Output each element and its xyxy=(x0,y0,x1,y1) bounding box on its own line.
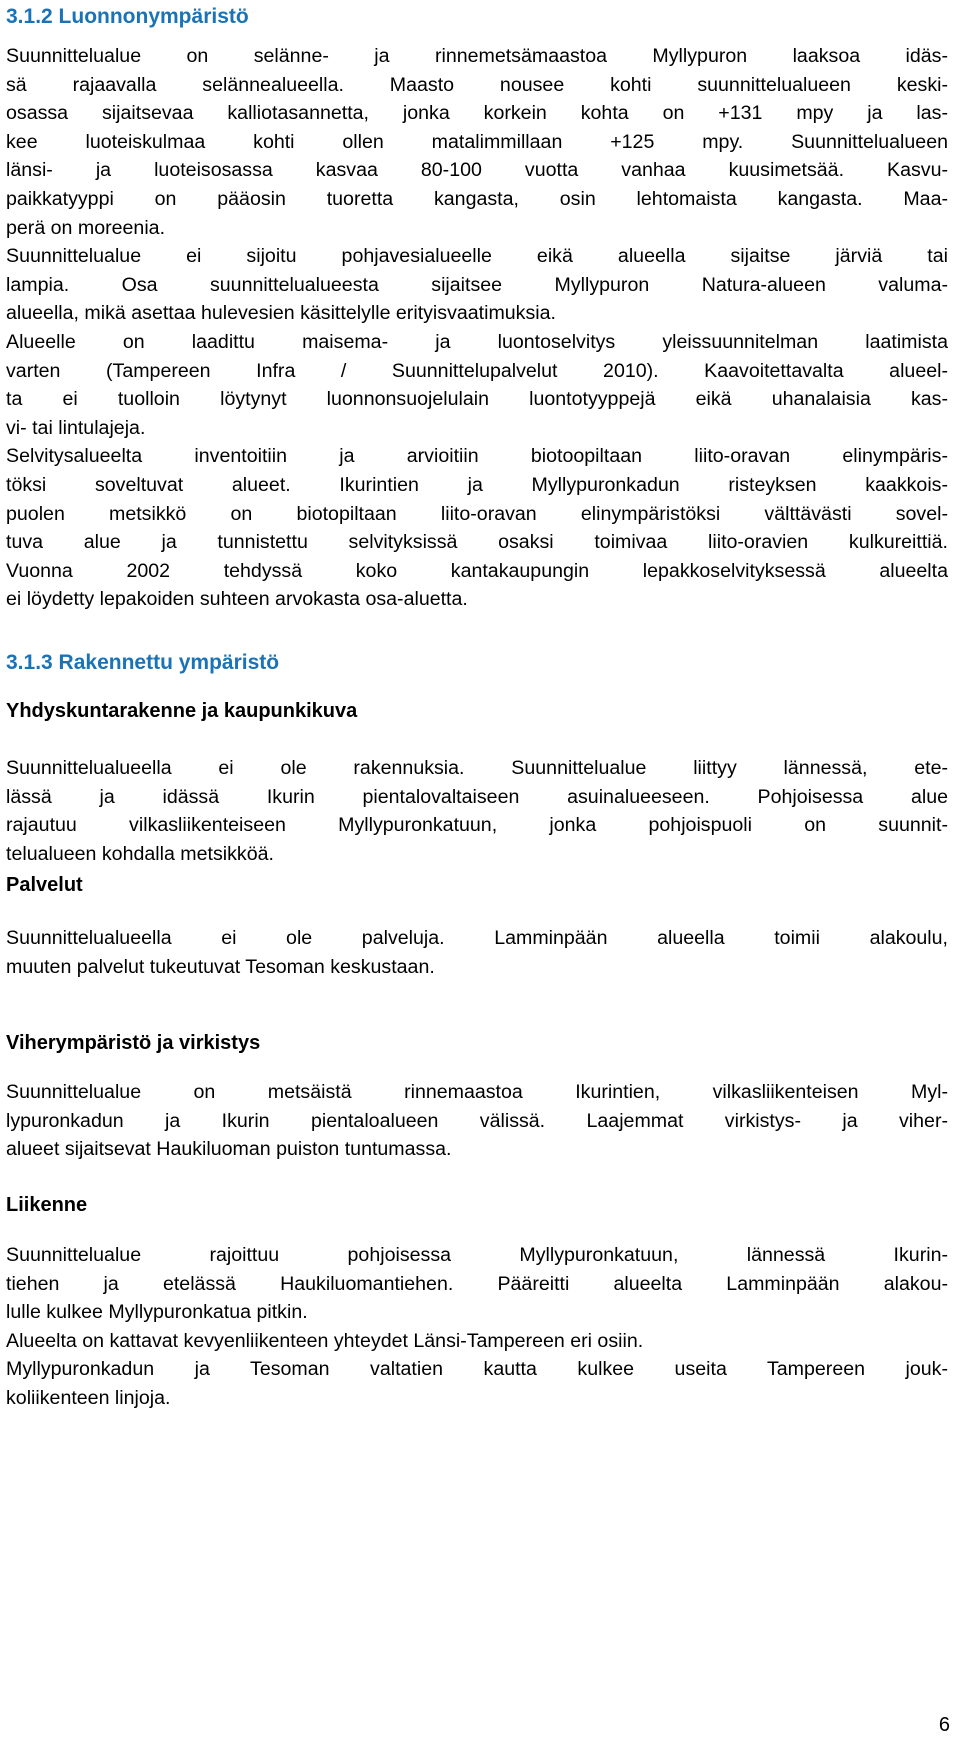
text-line: kee luoteiskulmaa kohti ollen matalimmillaan +125 mpy. Suunnittelualueen xyxy=(6,130,948,153)
text-line: alueella, mikä asettaa hulevesien käsittelylle erityisvaatimuksia. xyxy=(6,302,556,325)
text-line: alueet sijaitsevat Haukiluoman puiston tuntumassa. xyxy=(6,1138,452,1161)
text-line: ta ei tuolloin löytynyt luonnonsuojelulain luontotyyppejä eikä uhanalaisia kas- xyxy=(6,388,948,411)
text-line: Suunnittelualue rajoittuu pohjoisessa Myllypuronkatuun, lännessä Ikurin- xyxy=(6,1244,948,1266)
text-line: Suunnittelualueella ei ole palveluja. Lamminpään alueella toimii alakoulu, xyxy=(6,927,948,949)
text-line: sä rajaavalla selännealueella. Maasto nousee kohti suunnittelualueen keski- xyxy=(6,73,948,96)
text-line: lampia. Osa suunnittelualueesta sijaitsee Myllypuron Natura-alueen valuma- xyxy=(6,273,948,296)
text-line: Alueelta on kattavat kevyenliikenteen yhteydet Länsi-Tampereen eri osiin. xyxy=(6,1329,644,1352)
body-palvelut xyxy=(6,924,948,981)
text-line: muuten palvelut tukeutuvat Tesoman keskustaan. xyxy=(6,955,435,978)
text-line: Alueelle on laadittu maisema- ja luontoselvitys yleissuunnitelman laatimista xyxy=(6,330,948,353)
text-line: varten (Tampereen Infra / Suunnittelupalvelut 2010). Kaavoitettavalta alueel- xyxy=(6,359,948,382)
text-line: perä on moreenia. xyxy=(6,216,166,239)
text-line: Vuonna 2002 tehdyssä koko kantakaupungin lepakkoselvityksessä alueelta xyxy=(6,559,948,582)
text-line: ei löydetty lepakoiden suhteen arvokasta osa-aluetta. xyxy=(6,588,468,611)
section-heading-luonnonymparisto: 3.1.2 Luonnonympäristö xyxy=(6,5,249,28)
subheading-liikenne: Liikenne xyxy=(6,1194,88,1216)
body-liikenne xyxy=(6,1241,948,1413)
section-body-luonnonymparisto xyxy=(6,42,948,614)
body-yhdyskuntarakenne xyxy=(6,754,948,868)
body-viherymparisto xyxy=(6,1078,948,1164)
text-line: Suunnittelualue ei sijoitu pohjavesialueelle eikä alueella sijaitse järviä tai xyxy=(6,245,948,268)
text-line: Myllypuronkadun ja Tesoman valtatien kautta kulkee useita Tampereen jouk- xyxy=(6,1358,948,1381)
subheading-viherymparisto: Viherympäristö ja virkistys xyxy=(6,1032,261,1054)
text-line: rajautuu vilkasliikenteiseen Myllypuronkatuun, jonka pohjoispuoli on suunnit- xyxy=(6,814,948,837)
text-line: osassa sijaitsevaa kalliotasannetta, jonka korkein kohta on +131 mpy ja las- xyxy=(6,102,948,125)
text-line: länsi- ja luoteisosassa kasvaa 80-100 vuotta vanhaa kuusimetsää. Kasvu- xyxy=(6,159,948,182)
page-number: 6 xyxy=(938,1714,950,1736)
text-line: tuva alue ja tunnistettu selvityksissä osaksi toimivaa liito-oravien kulkureittiä. xyxy=(6,531,948,554)
section-heading-rakennettu-ymparisto: 3.1.3 Rakennettu ympäristö xyxy=(6,651,280,674)
text-line: töksi soveltuvat alueet. Ikurintien ja Myllypuronkadun risteyksen kaakkois- xyxy=(6,473,948,496)
text-line: puolen metsikkö on biotopiltaan liito-oravan elinympäristöksi välttävästi sovel- xyxy=(6,502,948,525)
text-line: lulle kulkee Myllypuronkatua pitkin. xyxy=(6,1301,308,1324)
text-line: Selvitysalueelta inventoitiin ja arvioitiin biotoopiltaan liito-oravan elinympäris- xyxy=(6,445,948,468)
text-line: tiehen ja etelässä Haukiluomantiehen. Pääreitti alueelta Lamminpään alakou- xyxy=(6,1272,948,1295)
text-line: vi- tai lintulajeja. xyxy=(6,416,146,439)
text-line: telualueen kohdalla metsikköä. xyxy=(6,842,274,865)
text-line: paikkatyyppi on pääosin tuoretta kangasta, osin lehtomaista kangasta. Maa- xyxy=(6,187,948,210)
text-line: Suunnittelualue on metsäistä rinnemaastoa Ikurintien, vilkasliikenteisen Myl- xyxy=(6,1081,948,1103)
text-line: koliikenteen linjoja. xyxy=(6,1386,171,1409)
text-line: Suunnittelualueella ei ole rakennuksia. Suunnittelualue liittyy lännessä, ete- xyxy=(6,757,948,779)
text-line: Suunnittelualue on selänne- ja rinnemetsämaastoa Myllypuron laaksoa idäs- xyxy=(6,45,948,67)
text-line: lässä ja idässä Ikurin pientalovaltaiseen asuinalueeseen. Pohjoisessa alue xyxy=(6,785,948,808)
text-line: lypuronkadun ja Ikurin pientaloalueen välissä. Laajemmat virkistys- ja viher- xyxy=(6,1109,948,1132)
subheading-palvelut: Palvelut xyxy=(6,874,83,896)
subheading-yhdyskuntarakenne: Yhdyskuntarakenne ja kaupunkikuva xyxy=(6,700,358,722)
